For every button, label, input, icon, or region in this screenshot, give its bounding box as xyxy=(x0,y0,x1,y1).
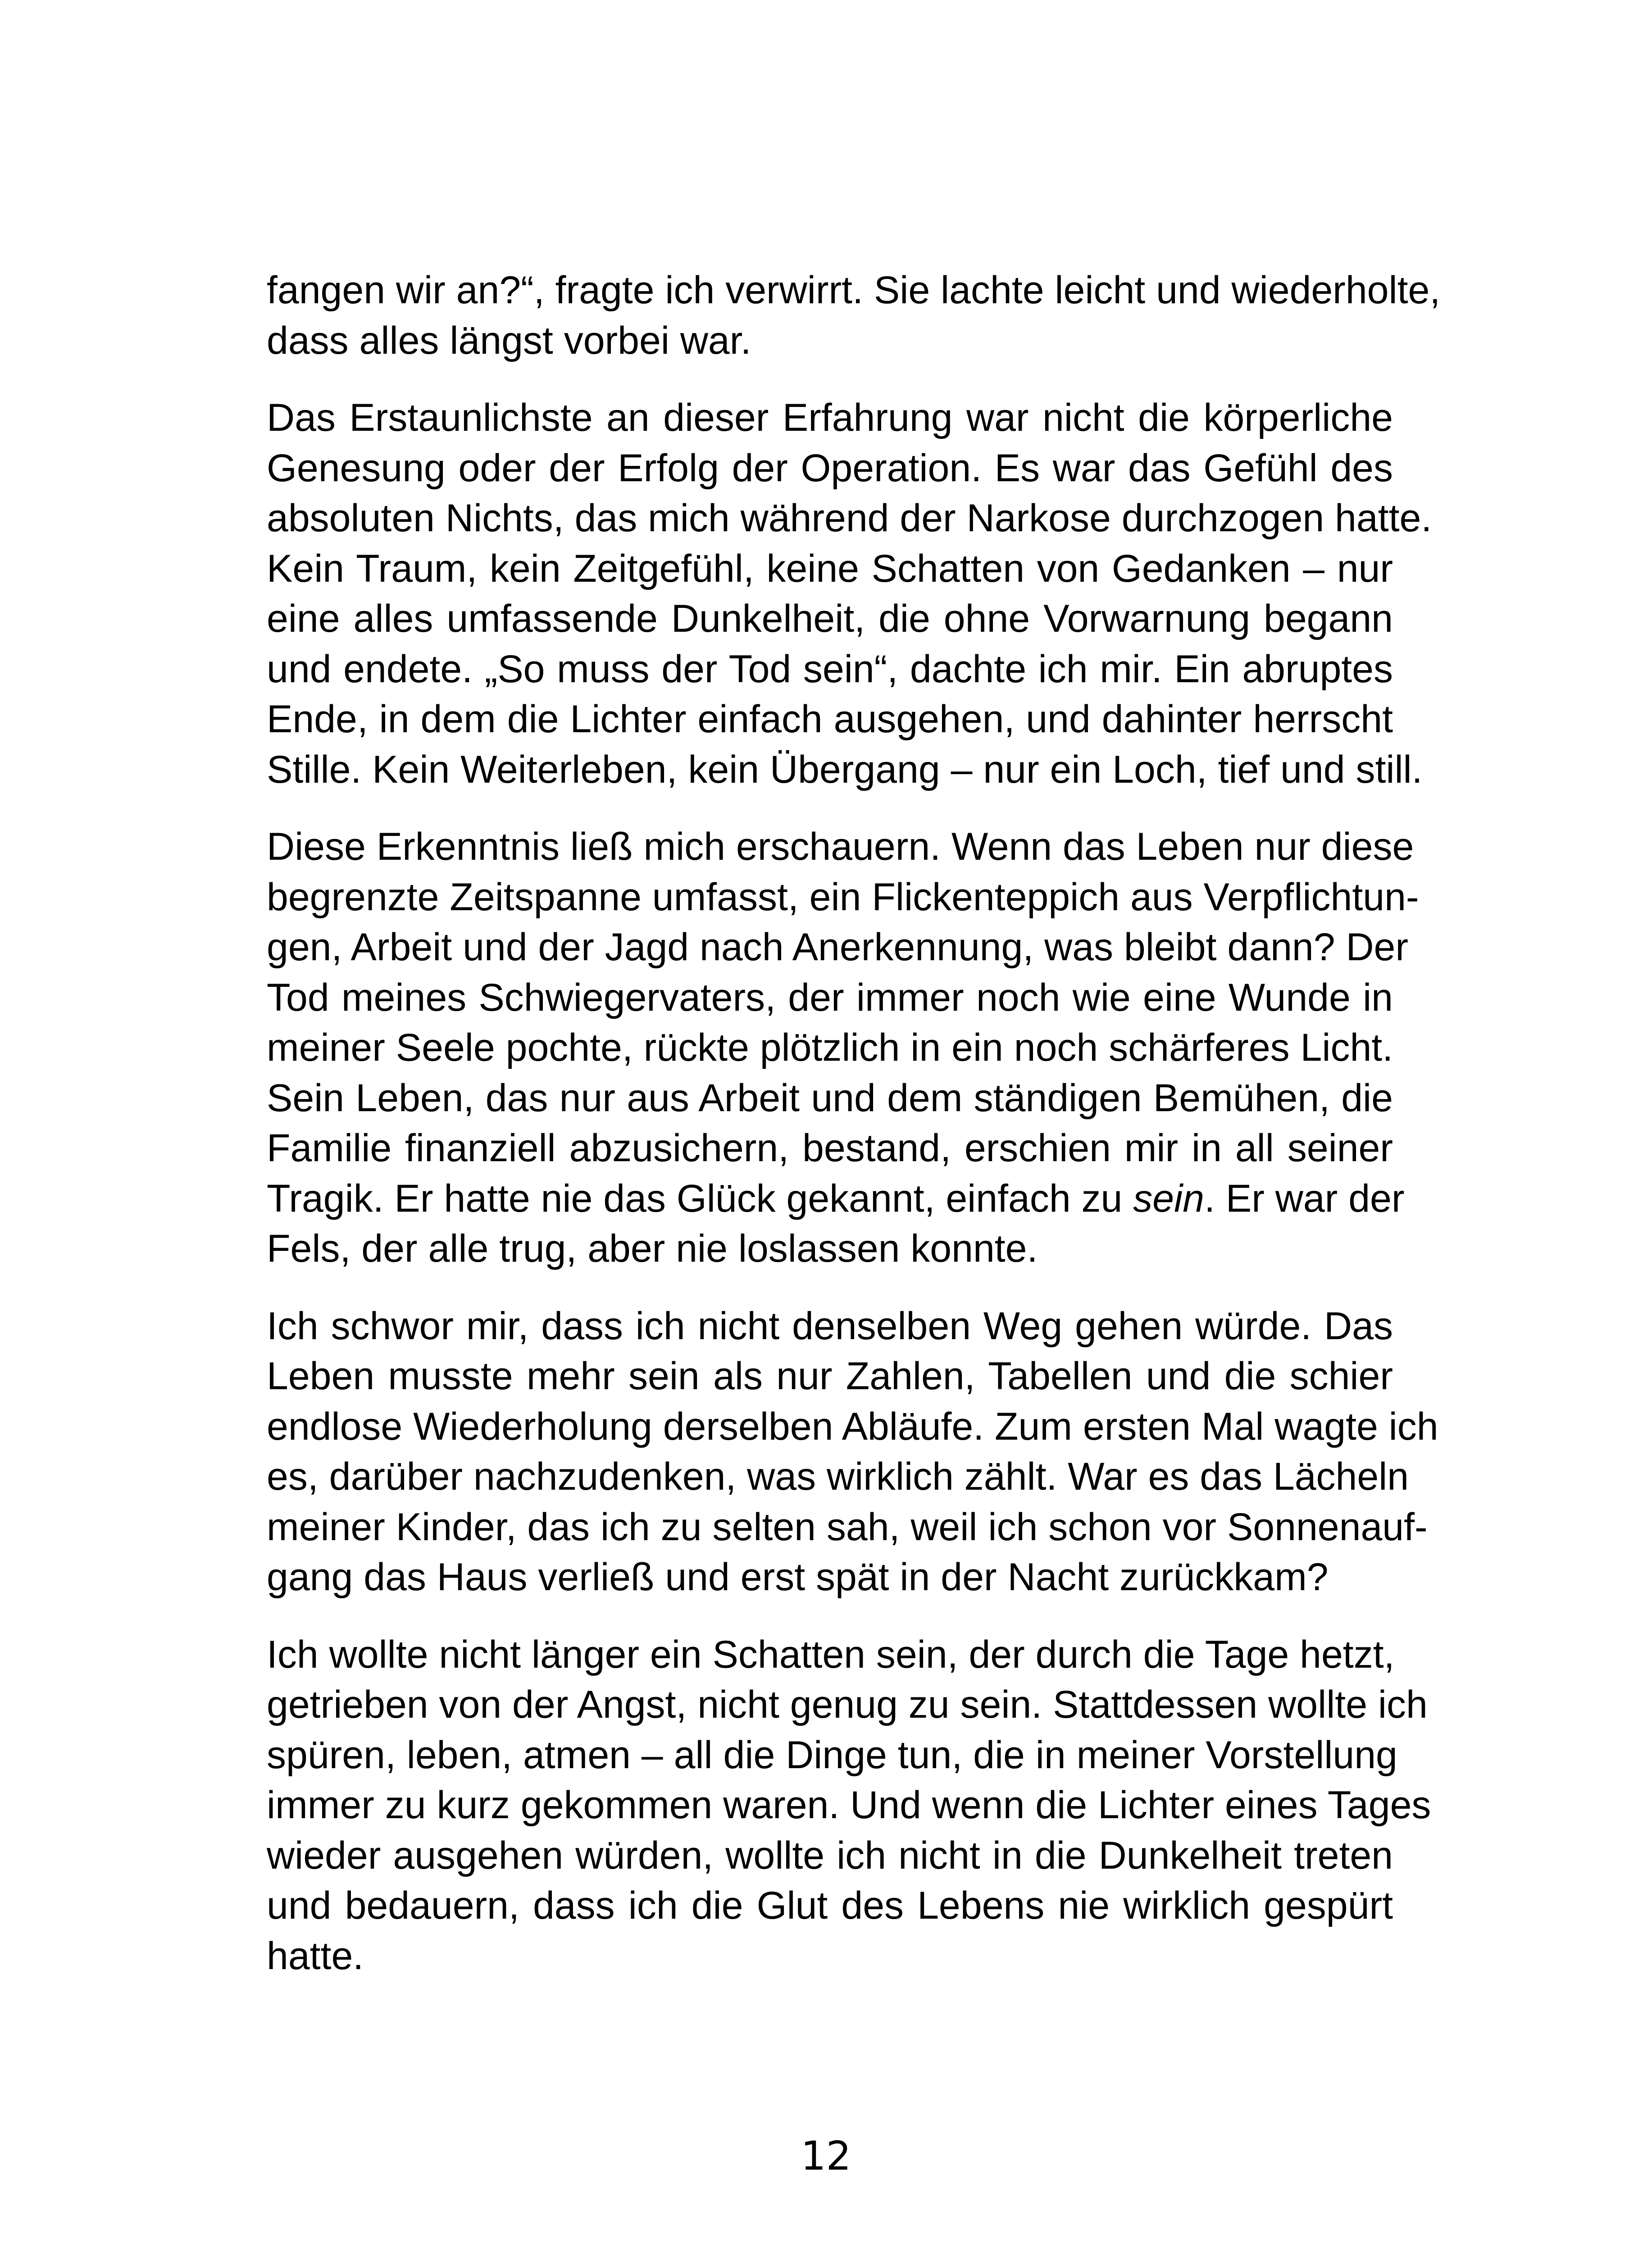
text-line: Fels, der alle trug, aber nie loslassen konnte. xyxy=(267,1227,1038,1270)
text-line: eine alles umfassende Dunkelheit, die ohne Vorwarnung begann xyxy=(267,597,1393,640)
italic-text: sein xyxy=(1133,1177,1205,1220)
text-line: und endete. „So muss der Tod sein“, dachte ich mir. Ein abruptes xyxy=(267,647,1393,691)
paragraph xyxy=(267,1630,1431,1982)
page-number: 12 xyxy=(801,2133,851,2179)
text-line: wieder ausgehen würden, wollte ich nicht in die Dunkelheit treten xyxy=(267,1833,1393,1877)
text-line: begrenzte Zeitspanne umfasst, ein Flickenteppich aus Verpflichtun- xyxy=(267,875,1419,919)
text-line: Genesung oder der Erfolg der Operation. Es war das Gefühl des xyxy=(267,446,1393,490)
text-segment: . Er war der xyxy=(1204,1177,1405,1220)
text-line: hatte. xyxy=(267,1934,364,1978)
text-line: getrieben von der Angst, nicht genug zu sein. Stattdessen wollte ich xyxy=(267,1683,1428,1726)
paragraph xyxy=(267,822,1419,1274)
text-line: Tod meines Schwiegervaters, der immer noch wie eine Wunde in xyxy=(267,976,1393,1019)
paragraph xyxy=(267,393,1432,795)
text-line: gen, Arbeit und der Jagd nach Anerkennung, was bleibt dann? Der xyxy=(267,926,1409,969)
body-text xyxy=(267,265,1441,1981)
text-segment: Tragik. Er hatte nie das Glück gekannt, einfach zu xyxy=(267,1177,1133,1220)
text-line: fangen wir an?“, fragte ich verwirrt. Sie lachte leicht und wiederholte, xyxy=(267,269,1441,312)
text-line: spüren, leben, atmen – all die Dinge tun, die in meiner Vorstellung xyxy=(267,1733,1397,1777)
text-line: meiner Kinder, das ich zu selten sah, weil ich schon vor Sonnenauf- xyxy=(267,1505,1428,1549)
text-line: gang das Haus verließ und erst spät in der Nacht zurückkam? xyxy=(267,1555,1329,1599)
text-line: und bedauern, dass ich die Glut des Lebens nie wirklich gespürt xyxy=(267,1884,1393,1927)
text-line: Stille. Kein Weiterleben, kein Übergang – nur ein Loch, tief und still. xyxy=(267,748,1423,791)
text-line: Familie finanziell abzusichern, bestand, erschien mir in all seiner xyxy=(267,1126,1393,1170)
text-line: dass alles längst vorbei war. xyxy=(267,319,751,362)
text-line: Ende, in dem die Lichter einfach ausgehen, und dahinter herrscht xyxy=(267,698,1393,741)
text-line: immer zu kurz gekommen waren. Und wenn die Lichter eines Tages xyxy=(267,1783,1431,1827)
text-line: Sein Leben, das nur aus Arbeit und dem ständigen Bemühen, die xyxy=(267,1076,1393,1120)
text-line: Diese Erkenntnis ließ mich erschauern. Wenn das Leben nur diese xyxy=(267,825,1414,868)
text-line xyxy=(267,1174,1405,1224)
text-line: es, darüber nachzudenken, was wirklich zählt. War es das Lächeln xyxy=(267,1455,1409,1498)
paragraph xyxy=(267,265,1441,366)
text-line: meiner Seele pochte, rückte plötzlich in ein noch schärferes Licht. xyxy=(267,1026,1393,1069)
text-line: endlose Wiederholung derselben Abläufe. Zum ersten Mal wagte ich xyxy=(267,1405,1438,1448)
paragraph xyxy=(267,1301,1438,1603)
text-line: Ich wollte nicht länger ein Schatten sein, der durch die Tage hetzt, xyxy=(267,1633,1395,1676)
text-line: absoluten Nichts, das mich während der Narkose durchzogen hatte. xyxy=(267,497,1432,540)
text-line: Ich schwor mir, dass ich nicht denselben Weg gehen würde. Das xyxy=(267,1304,1393,1348)
text-line: Kein Traum, kein Zeitgefühl, keine Schatten von Gedanken – nur xyxy=(267,547,1393,590)
text-line: Das Erstaunlichste an dieser Erfahrung war nicht die körperliche xyxy=(267,396,1393,439)
text-line: Leben musste mehr sein als nur Zahlen, Tabellen und die schier xyxy=(267,1355,1393,1398)
